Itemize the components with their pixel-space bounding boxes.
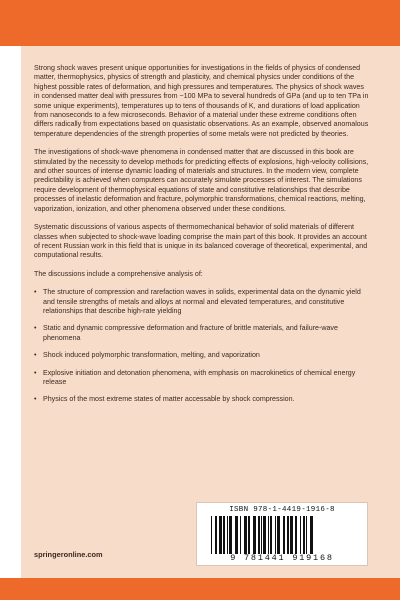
paragraph-intro: Strong shock waves present unique opportunities for investigations in the fields of physics of condensed matter, thermophysics, physics of strength and plasticity, and chemical physics under conditions of the highest possible rates of deformation, and high pressures and temperatures. The physics of shock waves in condensed matter deal with pressures from ~100 MPa to several hundreds of GPa (and up to ten TPa in some unique experiments), temperatures up to tens of thousands of K, and durations of load application from nanoseconds to a few microseconds. Behavior of a material under these extreme conditions often differs radically from expectations based on quasistatic observations. As an example, observed anomalous temperature dependencies of the strength properties of some metals were not predicted by theories. (34, 64, 369, 138)
list-item-text: Physics of the most extreme states of matter accessable by shock compression. (43, 395, 295, 404)
blurb-content (34, 64, 369, 413)
barcode-stripe (306, 516, 307, 554)
barcode-stripe (290, 516, 293, 554)
topics-list (34, 288, 369, 405)
barcode-stripe (263, 516, 266, 554)
barcode-stripe (244, 516, 247, 554)
barcode-stripe (300, 516, 301, 554)
barcode-stripe (248, 516, 250, 554)
barcode-stripe (283, 516, 285, 554)
barcode-stripe (287, 516, 289, 554)
barcode-stripe (215, 516, 217, 554)
bullet-icon: • (34, 368, 37, 377)
list-item-text: The structure of compression and rarefaction waves in solids, experimental data on the dynamic yield and tensile strengths of metals and alloys at normal and elevated temperatures, and constitutive relationships that describe high-rate yielding (43, 288, 361, 315)
barcode-stripe (303, 516, 305, 554)
barcode-stripe (295, 516, 297, 554)
list-intro: The discussions include a comprehensive analysis of: (34, 269, 203, 278)
barcode-digits: 9 781441 919168 (230, 553, 334, 563)
bullet-icon: • (34, 324, 37, 333)
list-item-text: Explosive initiation and detonation phenomena, with emphasis on macrokinetics of chemical energy release (43, 368, 356, 386)
barcode-stripe (258, 516, 260, 554)
barcode-bars (211, 516, 353, 554)
isbn-barcode (196, 502, 368, 566)
barcode-stripe (275, 516, 276, 554)
bullet-icon: • (34, 351, 37, 360)
bullet-icon: • (34, 395, 37, 404)
barcode-stripe (227, 516, 228, 554)
barcode-stripe (261, 516, 262, 554)
barcode-stripe (270, 516, 272, 554)
isbn-label: ISBN 978-1-4419-1916-8 (229, 506, 335, 514)
publisher-website: springeronline.com (34, 550, 103, 559)
list-item (34, 395, 369, 404)
barcode-stripe (229, 516, 232, 554)
paragraph-investigations: The investigations of shock-wave phenomena in condensed matter that are discussed in this book are stimulated by the necessity to develop methods for predicting effects of explosions, high-velocity collisions, and other sources of intense dynamic loading of materials and structures. In the modern view, complete predictability is achieved when computers can accurately simulate processes of interest. The simulations require development of thermophysical equations of state and constitutive relationships that describe processes of inelastic deformation and fracture, polymorphic transformations, chemical reactions, melting, vaporization, ionization, and other phenomena observed under these conditions. (34, 148, 369, 213)
barcode-stripe (310, 516, 313, 554)
bottom-orange-band (0, 578, 400, 600)
barcode-stripe (235, 516, 238, 554)
list-item (34, 288, 369, 316)
barcode-stripe (240, 516, 241, 554)
bullet-icon: • (34, 288, 37, 297)
list-item (34, 324, 369, 343)
list-item (34, 351, 369, 360)
top-orange-band (0, 0, 400, 46)
list-item (34, 369, 369, 388)
barcode-stripe (253, 516, 256, 554)
barcode-stripe (219, 516, 222, 554)
paragraph-systematic: Systematic discussions of various aspects of thermomechanical behavior of solid materials of different classes when subjected to shock-wave loading comprise the main part of this book. It provides an account of recent Russian work in this field that is unique in its balanced coverage of theoretical, experimental, and computational results. (34, 223, 368, 260)
barcode-stripe (268, 516, 269, 554)
list-item-text: Static and dynamic compressive deformation and fracture of brittle materials, and failure-wave phenomena (43, 324, 338, 342)
barcode-stripe (223, 516, 225, 554)
list-item-text: Shock induced polymorphic transformation, melting, and vaporization (43, 351, 260, 360)
barcode-stripe (211, 516, 212, 554)
barcode-stripe (277, 516, 280, 554)
